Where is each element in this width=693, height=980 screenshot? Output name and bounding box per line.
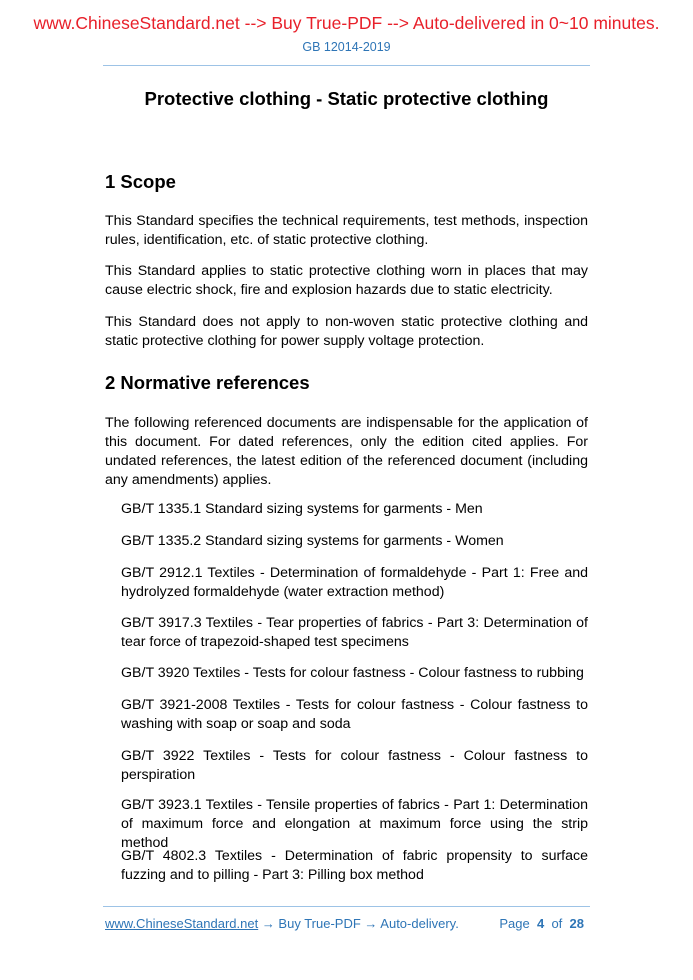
reference-item: GB/T 3922 Textiles - Tests for colour fastness - Colour fastness to perspiration: [121, 748, 588, 783]
section-heading-normative-references: 2 Normative references: [105, 372, 310, 393]
footer-divider: [103, 906, 590, 907]
paragraph: This Standard applies to static protective clothing worn in places that may cause electric shock, fire and explosion hazards due to static electricity.: [105, 263, 588, 298]
header-divider: [103, 65, 590, 66]
reference-item: GB/T 3917.3 Textiles - Tear properties of fabrics - Part 3: Determination of tear force of trapezoid-shaped test specimens: [121, 615, 588, 650]
paragraph: The following referenced documents are indispensable for the application of this document. For dated references, only the edition cited applies. For undated references, the latest edition of the referenced document (including any amendments) applies.: [105, 415, 588, 488]
reference-item: GB/T 4802.3 Textiles - Determination of fabric propensity to surface fuzzing and to pilling - Part 3: Pilling box method: [121, 848, 588, 883]
footer-promo-text: → Buy True-PDF → Auto-delivery.: [258, 916, 459, 931]
page-indicator: Page 4 of 28: [499, 916, 584, 931]
reference-item: GB/T 3923.1 Textiles - Tensile properties of fabrics - Part 1: Determination of maximum force and elongation at maximum force using the strip method: [121, 797, 588, 851]
current-page: 4: [536, 916, 545, 931]
reference-item: GB/T 3921-2008 Textiles - Tests for colour fastness - Colour fastness to washing with soap or soap and soda: [121, 697, 588, 732]
paragraph: This Standard does not apply to non-woven static protective clothing and static protective clothing for power supply voltage protection.: [105, 314, 588, 349]
standard-code: GB 12014-2019: [302, 40, 391, 54]
document-title: Protective clothing - Static protective clothing: [144, 88, 549, 109]
reference-item: GB/T 1335.2 Standard sizing systems for garments - Women: [121, 533, 504, 549]
section-heading-scope: 1 Scope: [105, 171, 176, 192]
paragraph: This Standard specifies the technical requirements, test methods, inspection rules, identification, etc. of static protective clothing.: [105, 213, 588, 248]
reference-item: GB/T 2912.1 Textiles - Determination of formaldehyde - Part 1: Free and hydrolyzed formaldehyde (water extraction method): [121, 565, 588, 600]
footer: [105, 916, 588, 931]
footer-site-link[interactable]: www.ChineseStandard.net: [105, 916, 259, 931]
total-pages: 28: [569, 916, 584, 931]
reference-item: GB/T 1335.1 Standard sizing systems for garments - Men: [121, 501, 483, 517]
reference-item: GB/T 3920 Textiles - Tests for colour fastness - Colour fastness to rubbing: [121, 665, 584, 681]
promo-banner: www.ChineseStandard.net --> Buy True-PDF --> Auto-delivered in 0~10 minutes.: [33, 13, 660, 33]
